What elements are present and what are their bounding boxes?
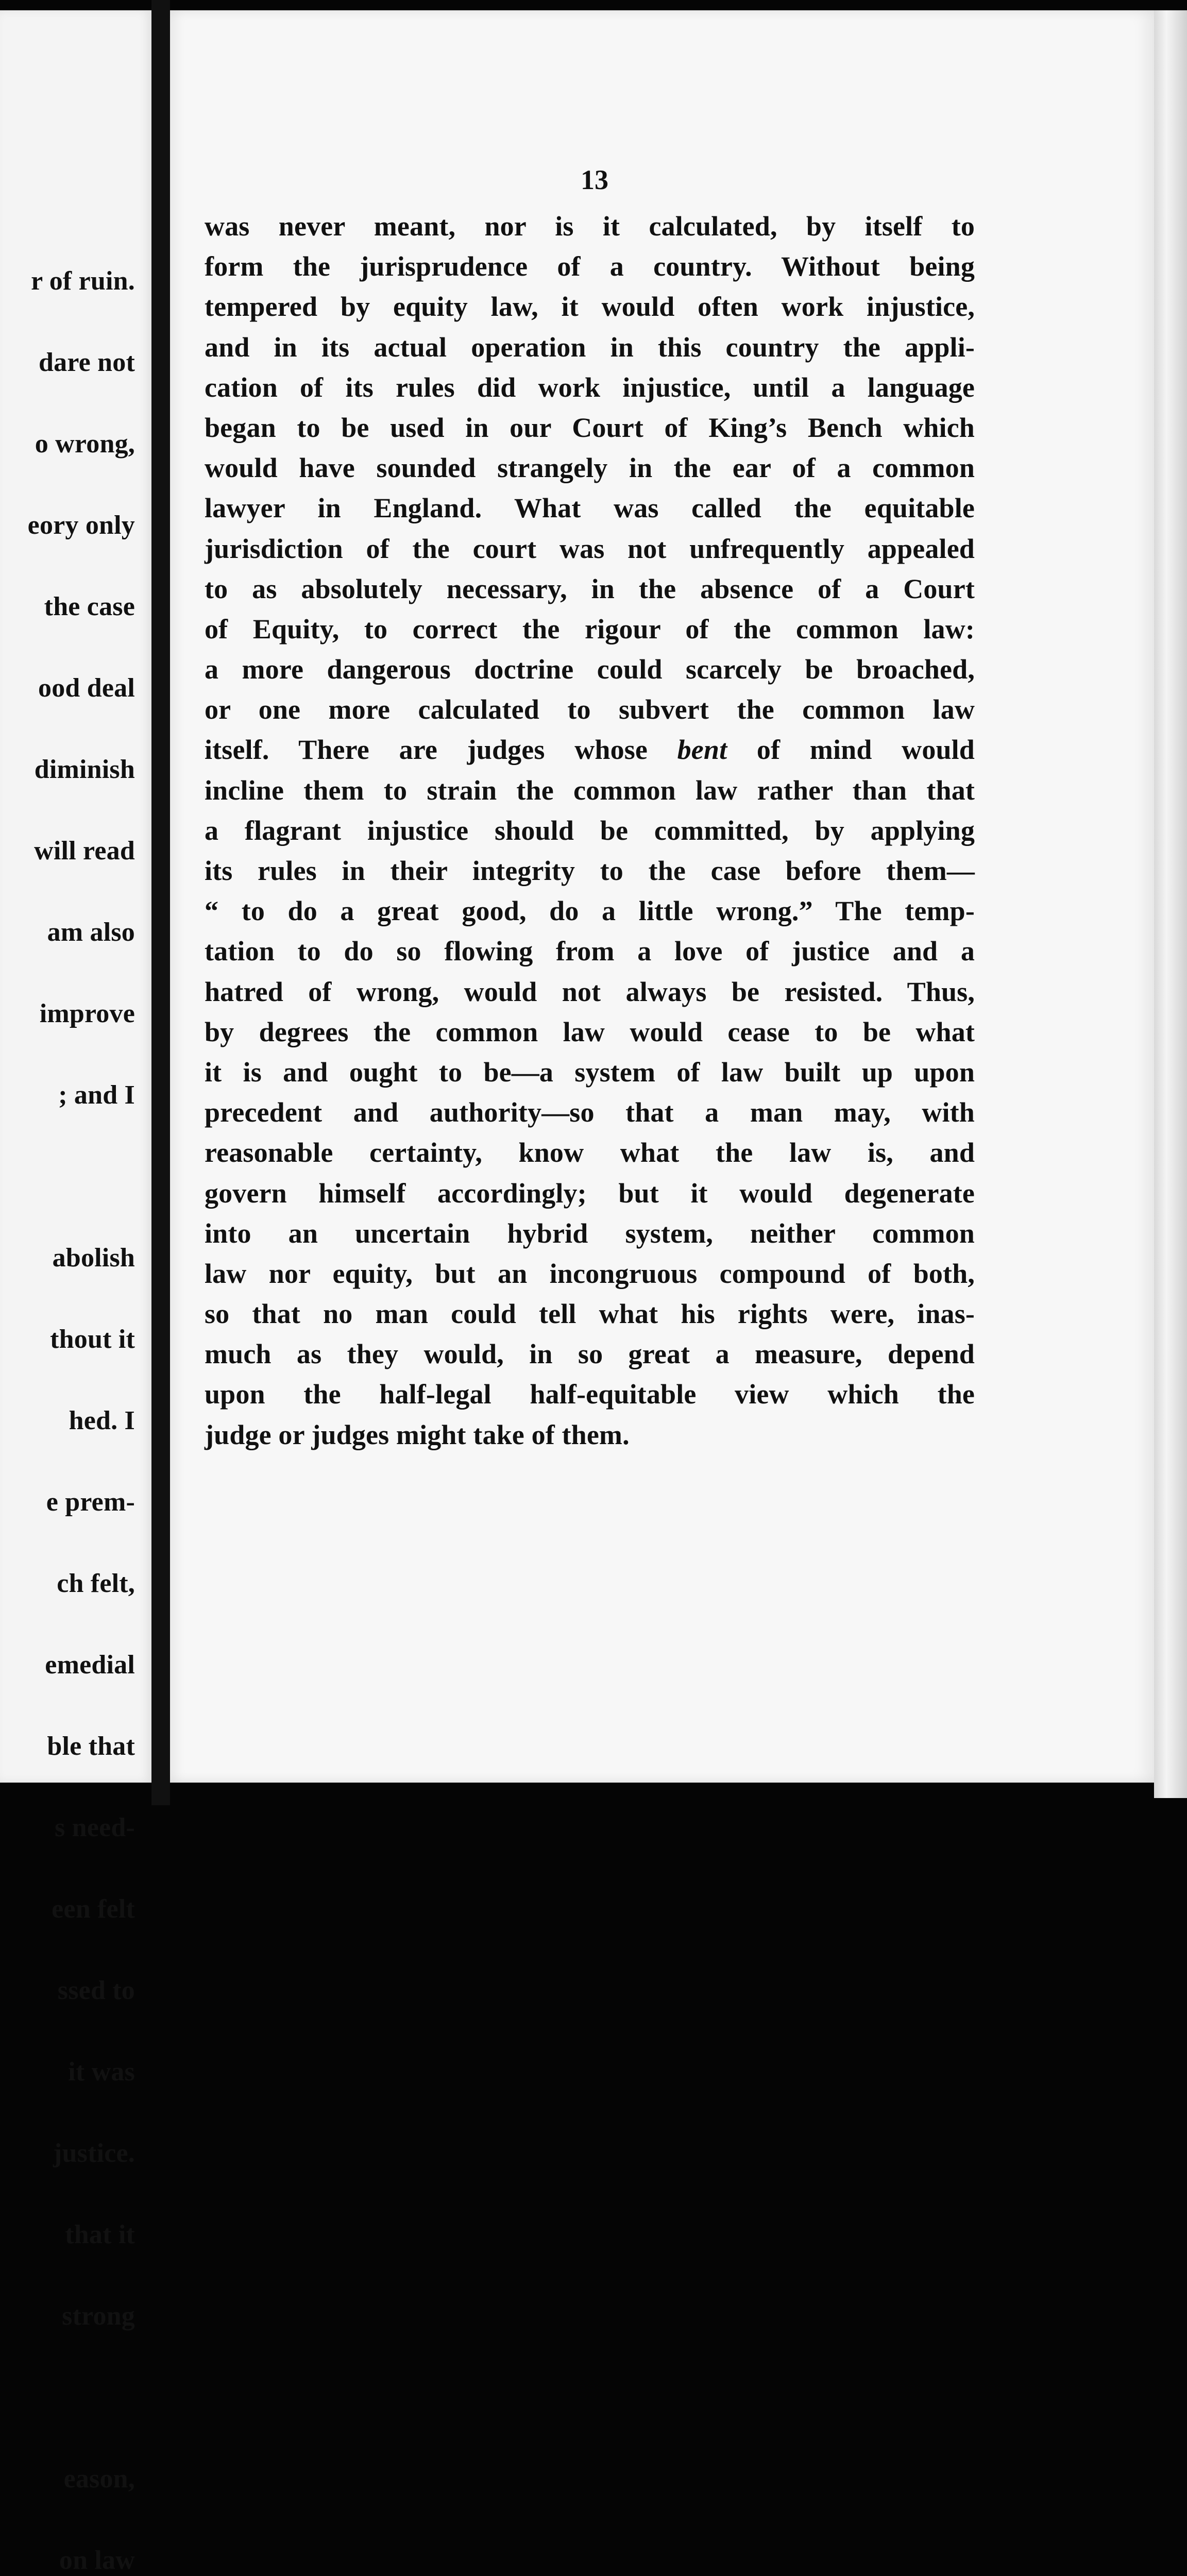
left-fragment-line: dare not <box>39 348 135 377</box>
left-page-fragment-area <box>0 10 151 2575</box>
body-text-line: and in its actual operation in this country the appli- <box>205 331 975 363</box>
left-fragment-line: ; and I <box>58 1080 135 1110</box>
body-text-line: hatred of wrong, would not always be resisted. Thus, <box>205 976 975 1007</box>
left-page-text-fragment <box>0 220 135 2576</box>
left-fragment-line: am also <box>47 918 135 947</box>
left-fragment-line: emedial <box>45 1650 135 1680</box>
left-fragment-line: the case <box>44 592 135 621</box>
left-fragment-line: r of ruin. <box>31 266 135 296</box>
body-text-line: reasonable certainty, know what the law is, and <box>205 1137 975 1168</box>
body-text-line: a more dangerous doctrine could scarcely be broached, <box>205 654 975 685</box>
left-fragment-line: thout it <box>50 1325 135 1354</box>
body-text-line: tempered by equity law, it would often work injustice, <box>205 291 975 323</box>
left-fragment-line: e prem- <box>46 1487 135 1517</box>
book-spine-shadow <box>151 0 170 1805</box>
body-text-line: incline them to strain the common law rather than that <box>205 774 975 806</box>
body-text-line: or one more calculated to subvert the common law <box>205 694 975 725</box>
left-fragment-line: justice. <box>53 2139 135 2168</box>
left-fragment-line: s need- <box>55 1813 135 1842</box>
left-fragment-line: ood deal <box>38 673 135 703</box>
body-text-segment: of mind would <box>727 734 975 766</box>
body-text-line <box>205 730 975 770</box>
left-fragment-line: abolish <box>52 1243 135 1273</box>
left-fragment-line: hed. I <box>69 1406 135 1435</box>
body-text-line: precedent and authority—so that a man may, with <box>205 1097 975 1128</box>
left-fragment-line: ch felt, <box>57 1569 135 1598</box>
body-text-line: cation of its rules did work injustice, until a language <box>205 371 975 403</box>
body-text-line: to as absolutely necessary, in the absence of a Court <box>205 573 975 604</box>
body-text-line: so that no man could tell what his rights were, inas- <box>205 1298 975 1330</box>
body-text-line: upon the half-legal half-equitable view which the <box>205 1379 975 1410</box>
body-text-line: much as they would, in so great a measure, depend <box>205 1338 975 1370</box>
left-fragment-line: o wrong, <box>35 429 135 459</box>
body-text-line: by degrees the common law would cease to be what <box>205 1016 975 1047</box>
body-text-line: form the jurisprudence of a country. Without being <box>205 251 975 282</box>
right-page-edge <box>1154 10 1187 1798</box>
body-text-line: a flagrant injustice should be committed, by applying <box>205 815 975 846</box>
left-fragment-line: that it <box>65 2220 135 2249</box>
left-fragment-line: strong <box>62 2301 135 2331</box>
body-text-line: law nor equity, but an incongruous compound of both, <box>205 1258 975 1289</box>
left-fragment-line: on law <box>59 2546 135 2575</box>
left-fragment-line: eason, <box>63 2464 135 2494</box>
body-text-line: its rules in their integrity to the case before them— <box>205 855 975 886</box>
left-fragment-line: diminish <box>34 755 135 784</box>
body-text-line: judge or judges might take of them. <box>205 1419 630 1450</box>
body-text-line: of Equity, to correct the rigour of the common law: <box>205 613 975 645</box>
body-text-line: “ to do a great good, do a little wrong.” The temp- <box>205 895 975 927</box>
left-fragment-line: it was <box>68 2057 135 2087</box>
body-text-line: jurisdiction of the court was not unfrequently appealed <box>205 533 975 564</box>
page-number: 13 <box>581 164 608 195</box>
body-text-line: into an uncertain hybrid system, neither common <box>205 1217 975 1249</box>
left-fragment-line: will read <box>34 836 135 866</box>
italic-word: bent <box>677 734 727 766</box>
left-fragment-line: ssed to <box>57 1976 135 2005</box>
body-text <box>205 206 975 1455</box>
left-fragment-line: ble that <box>47 1732 135 1761</box>
body-text-line: was never meant, nor is it calculated, by itself to <box>205 211 975 242</box>
body-text-line: would have sounded strangely in the ear of a common <box>205 452 975 484</box>
left-fragment-line: improve <box>39 999 135 1028</box>
body-text-line: tation to do so flowing from a love of justice and a <box>205 936 975 967</box>
left-fragment-line: een felt <box>52 1894 135 1924</box>
body-text-line: began to be used in our Court of King’s Bench which <box>205 412 975 443</box>
body-text-segment: itself. There are judges whose <box>205 734 677 766</box>
body-text-line: govern himself accordingly; but it would degenerate <box>205 1177 975 1209</box>
left-fragment-line: eory only <box>27 511 135 540</box>
body-text-line: it is and ought to be—a system of law built up upon <box>205 1056 975 1088</box>
body-text-line: lawyer in England. What was called the equitable <box>205 493 975 524</box>
